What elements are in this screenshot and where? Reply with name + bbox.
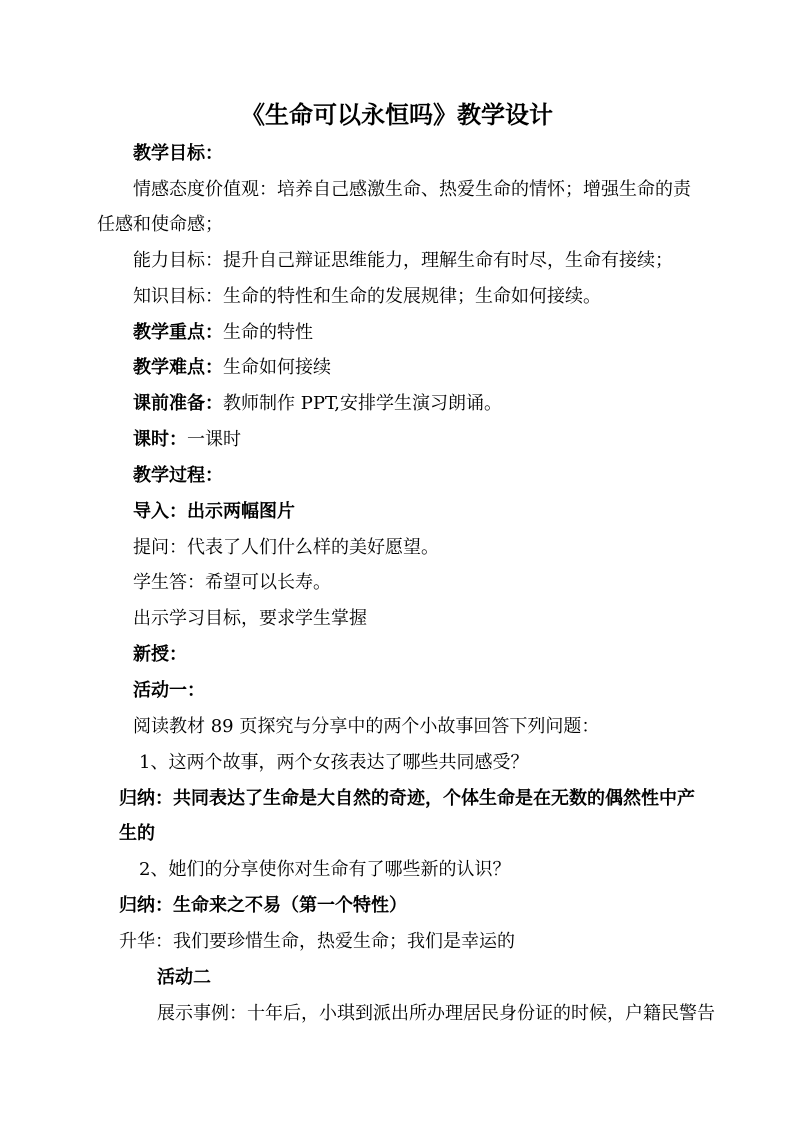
emotion-goal-line-2: 任感和使命感； xyxy=(97,214,223,235)
teaching-goals-heading: 教学目标： xyxy=(133,143,223,164)
preparation-value: 教师制作 PPT,安排学生演习朗诵。 xyxy=(223,393,503,414)
case-display: 展示事例：十年后，小琪到派出所办理居民身份证的时候，户籍民警告 xyxy=(157,1003,715,1024)
difficulty-label: 教学难点： xyxy=(133,357,223,378)
activity1-instruction: 阅读教材 89 页探究与分享中的两个小故事回答下列问题： xyxy=(133,716,600,737)
key-point-label: 教学重点： xyxy=(133,322,223,343)
process-heading: 教学过程： xyxy=(133,465,223,486)
show-objectives: 出示学习目标，要求学生掌握 xyxy=(133,608,367,629)
new-lesson-heading: 新授： xyxy=(133,644,187,665)
student-answer: 学生答：希望可以长寿。 xyxy=(133,572,331,593)
emotion-goal-line-1: 情感态度价值观：培养自己感激生命、热爱生命的情怀；增强生命的责 xyxy=(133,179,691,200)
activity1-question-1: 1、这两个故事，两个女孩表达了哪些共同感受？ xyxy=(139,752,529,773)
knowledge-goal: 知识目标：生命的特性和生命的发展规律；生命如何接续。 xyxy=(133,286,601,307)
difficulty-value: 生命如何接续 xyxy=(223,357,331,378)
activity1-question-2: 2、她们的分享使你对生命有了哪些新的认识？ xyxy=(139,859,511,880)
preparation xyxy=(133,392,502,416)
key-point-value: 生命的特性 xyxy=(223,322,313,343)
class-hours-label: 课时： xyxy=(133,429,187,450)
sublimation: 升华：我们要珍惜生命，热爱生命；我们是幸运的 xyxy=(119,931,515,952)
question: 提问：代表了人们什么样的美好愿望。 xyxy=(133,537,439,558)
summary2: 归纳：生命来之不易（第一个特性） xyxy=(119,895,407,916)
document-title: 《生命可以永恒吗》教学设计 xyxy=(241,100,553,129)
summary1-line-1: 归纳：共同表达了生命是大自然的奇迹，个体生命是在无数的偶然性中产 xyxy=(119,788,695,809)
intro-heading: 导入：出示两幅图片 xyxy=(133,501,295,522)
activity2-heading: 活动二 xyxy=(157,967,211,988)
class-hours xyxy=(133,428,241,452)
difficulty xyxy=(133,356,331,380)
class-hours-value: 一课时 xyxy=(187,429,241,450)
ability-goal: 能力目标：提升自己辩证思维能力，理解生命有时尽，生命有接续； xyxy=(133,250,673,271)
key-point xyxy=(133,321,313,345)
activity1-heading: 活动一： xyxy=(133,680,205,701)
summary1-line-2: 生的 xyxy=(119,823,155,844)
preparation-label: 课前准备： xyxy=(133,393,223,414)
